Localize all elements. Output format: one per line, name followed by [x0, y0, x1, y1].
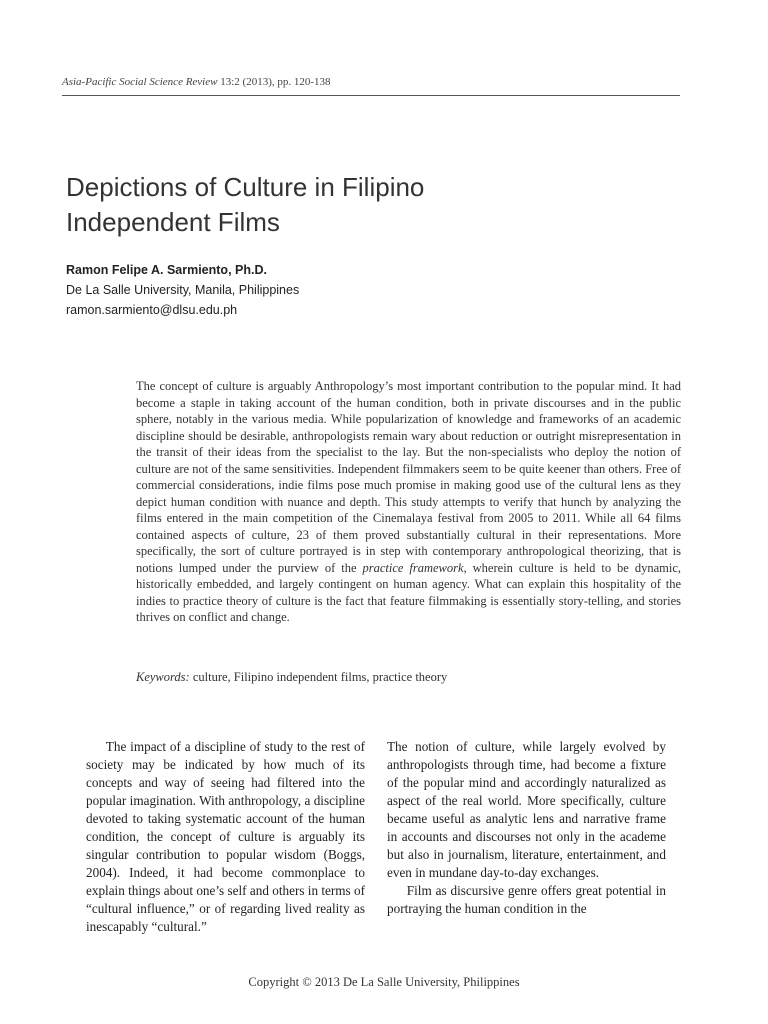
journal-header	[62, 76, 331, 88]
header-divider	[62, 95, 680, 96]
author-name: Ramon Felipe A. Sarmiento, Ph.D.	[66, 263, 267, 277]
title-line-1: Depictions of Culture in Filipino	[66, 172, 425, 202]
article-title	[66, 170, 666, 240]
title-line-2: Independent Films	[66, 207, 280, 237]
body-column-right	[387, 738, 666, 918]
journal-volume: 13:2 (2013), pp. 120-138	[217, 76, 331, 88]
keywords	[136, 670, 681, 685]
abstract-paragraph	[136, 378, 681, 626]
abstract-text-1: The concept of culture is arguably Anthropology’s most important contribution to the popular mind. It had become a staple in taking account of the human condition, both in private discourses and in the public sphere, notably in the various media. While popularization of knowledge and frameworks of an academic discipline should be desirable, anthropologists remain wary about reduction or outright misrepresentation in the transit of their ideas from the specialist to the lay. But the non-specialists who deploy the notion of culture are not of the same sensitivities. Independent filmmakers seem to be quite keener than others. Free of commercial considerations, indie films pose much promise in making good use of the cultural lens as they depict human condition with nuance and depth. This study attempts to verify that hunch by analyzing the films entered in the main competition of the Cinemalaya festival from 2005 to 2011. While all 64 films contained aspects of culture, 23 of them proved substantially cultural in their representations. More specifically, the sort of culture portrayed is in step with contemporary anthropological theorizing, that is notions lumped under the purview of the	[136, 379, 681, 575]
body-paragraph: Film as discursive genre offers great potential in portraying the human condition in the	[387, 883, 666, 916]
copyright-footer: Copyright © 2013 De La Salle University, Philippines	[248, 975, 520, 989]
author-email: ramon.sarmiento@dlsu.edu.ph	[66, 303, 238, 317]
journal-name: Asia-Pacific Social Science Review	[62, 76, 218, 88]
body-paragraph: The notion of culture, while largely evolved by anthropologists through time, had become a fixture of the popular mind and accordingly naturalized as aspect of the real world. More specifically, culture became useful as analytic lens and narrative frame in accounts and discourses not only in the academe but also in journalism, literature, entertainment, and even in mundane day-to-day exchanges.	[387, 739, 666, 880]
abstract-emphasis: practice framework	[362, 560, 464, 575]
body-paragraph: The impact of a discipline of study to the rest of society may be indicated by how much of its concepts and way of seeing had filtered into the popular imagination. With anthropology, a discipline devoted to taking systematic account of the human condition, the concept of culture is arguably its singular contribution to popular wisdom (Boggs, 2004). Indeed, it had become commonplace to explain things about one’s self and others in terms of “cultural influence,” or of regarding lived reality as inescapably “cultural.”	[86, 739, 365, 934]
abstract	[136, 378, 681, 626]
body-column-left	[86, 738, 365, 936]
author-affiliation: De La Salle University, Manila, Philippines	[66, 283, 300, 297]
keywords-label: Keywords:	[136, 670, 190, 684]
abstract-text-2: , wherein culture is held to be dynamic, historically embedded, and largely contingent on human agency. What can explain this hospitality of the indies to practice theory of culture is the fact that feature filmmaking is essentially story-telling, and stories thrives on conflict and change.	[136, 560, 681, 624]
author-block	[66, 260, 299, 320]
keywords-text: culture, Filipino independent films, practice theory	[189, 670, 448, 684]
